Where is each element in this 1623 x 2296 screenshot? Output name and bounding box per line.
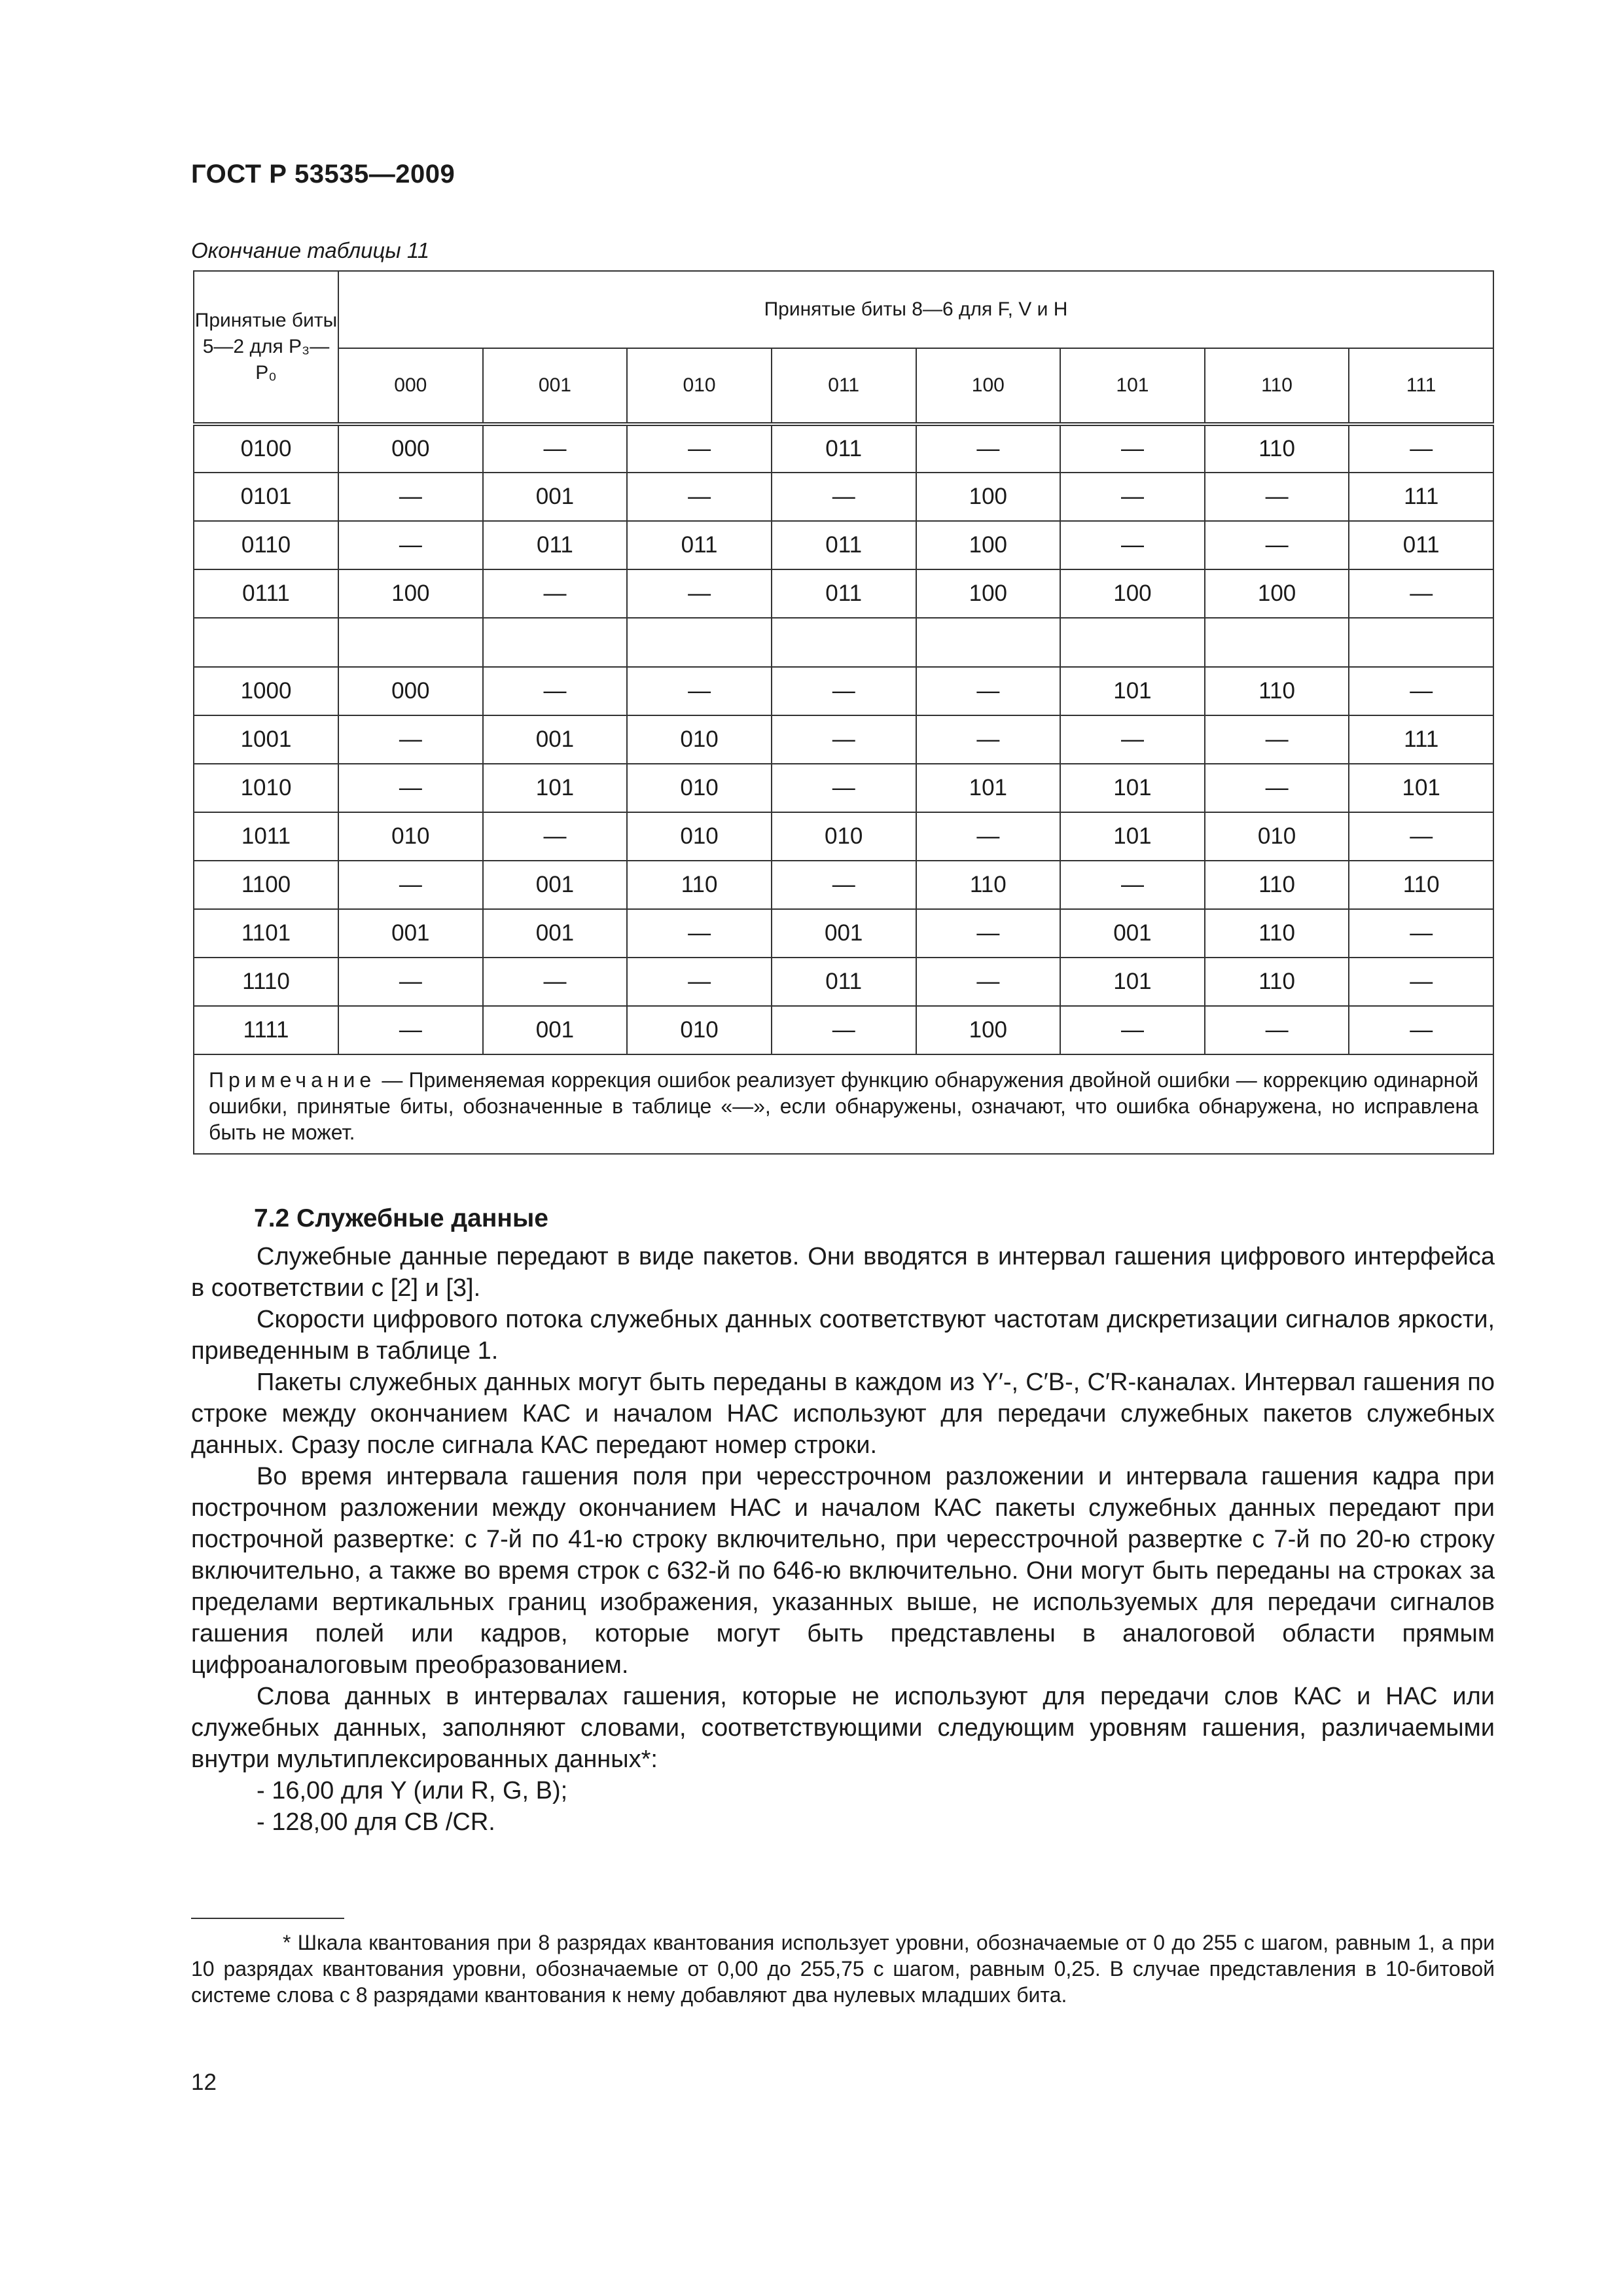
row-header-cell: Принятые биты 5—2 для P₃—P₀	[194, 271, 338, 424]
note-text: — Применяемая коррекция ошибок реализует функцию обнаружения двойной ошибки — коррекцию одинарной ошибки, принятые биты, обозначенные в таблице «—», если обнаружены, означают, что ошибка обнаружена, но исправлена быть не может.	[209, 1068, 1478, 1144]
row-label-cell: 0100	[194, 424, 338, 473]
table-cell: —	[338, 473, 483, 521]
table-cell: —	[483, 667, 628, 715]
footnote	[191, 1929, 1495, 2008]
column-header: 110	[1205, 348, 1349, 424]
table-cell: —	[627, 667, 772, 715]
table-cell: 011	[1349, 521, 1493, 569]
table-cell: —	[772, 861, 916, 909]
table-cell: —	[1349, 424, 1493, 473]
table-row	[194, 424, 1493, 473]
column-header: 101	[1060, 348, 1205, 424]
table-cell: 101	[1060, 764, 1205, 812]
table-cell: —	[627, 473, 772, 521]
table-row	[194, 812, 1493, 861]
table-cell: 110	[916, 861, 1061, 909]
table-cell: 101	[1060, 667, 1205, 715]
table-cell: —	[627, 909, 772, 958]
table-row	[194, 569, 1493, 618]
table-cell: —	[772, 764, 916, 812]
table-cell: —	[916, 715, 1061, 764]
table-cell: 011	[772, 424, 916, 473]
table-cell: 001	[483, 1006, 628, 1054]
table-cell: 110	[1205, 958, 1349, 1006]
table-cell: —	[1060, 521, 1205, 569]
column-header: 000	[338, 348, 483, 424]
row-label-cell: 1000	[194, 667, 338, 715]
table-cell: —	[1349, 569, 1493, 618]
paragraph: Во время интервала гашения поля при чересстрочном разложении и интервала гашения кадра при построчном разложении между окончанием НАС и началом КАС пакеты служебных данных передают при построчной развертке: с 7-й по 41-ю строку включительно, при чересстрочной развертке с 7-й по 20-ю строку включительно, а также во время строк с 632-й по 646-ю включительно. Они могут быть переданы на строках за пределами вертикальных границ изображения, указанных выше, не используемых для передачи сигналов гашения полей или кадров, которые могут быть представлены в аналоговой области прямым цифроаналоговым преобразованием.	[191, 1463, 1495, 1679]
row-label-cell: 1100	[194, 861, 338, 909]
table-cell: 110	[1205, 909, 1349, 958]
table-cell: 001	[338, 909, 483, 958]
paragraph: Пакеты служебных данных могут быть переданы в каждом из Y′-, C′B-, C′R-каналах. Интервал гашения по строке между окончанием КАС и началом НАС используют для передачи служебных пакетов служебных данных. Сразу после сигнала КАС передают номер строки.	[191, 1369, 1495, 1459]
table-cell: 000	[338, 424, 483, 473]
paragraph: Слова данных в интервалах гашения, которые не используют для передачи слов КАС и НАС или служебных данных, заполняют словами, соответствующими следующим уровням гашения, различаемыми внутри мультиплексированных данных*:	[191, 1683, 1495, 1773]
table-cell: —	[627, 958, 772, 1006]
table-cell	[483, 618, 628, 667]
table-cell: —	[1060, 861, 1205, 909]
table-row	[194, 667, 1493, 715]
table-cell: 011	[772, 958, 916, 1006]
table-cell	[338, 618, 483, 667]
table-cell: 110	[1349, 861, 1493, 909]
table-cell: 100	[1060, 569, 1205, 618]
column-group-header: Принятые биты 8—6 для F, V и H	[338, 271, 1493, 348]
table-cell	[627, 618, 772, 667]
table-cell: 100	[338, 569, 483, 618]
table-row	[194, 958, 1493, 1006]
table-cell: —	[916, 812, 1061, 861]
table-cell: —	[1205, 521, 1349, 569]
footnote-text: * Шкала квантования при 8 разрядах квантования использует уровни, обозначаемые от 0 до 255 с шагом, равным 1, а при 10 разрядах квантования уровни, обозначаемые от 0,00 до 255,75 с шагом, равным 0,25. В случае представления в 10-битовой системе слова с 8 разрядами квантования к нему добавляют два нулевых младших бита.	[191, 1931, 1495, 2007]
table-row	[194, 715, 1493, 764]
table-cell: 100	[916, 521, 1061, 569]
table-cell: 010	[627, 1006, 772, 1054]
row-label-cell: 1110	[194, 958, 338, 1006]
table-cell: 010	[772, 812, 916, 861]
table-cell: 100	[916, 473, 1061, 521]
table-cell: —	[338, 958, 483, 1006]
table-cell: —	[1060, 473, 1205, 521]
table-cell: —	[1349, 958, 1493, 1006]
table-cell: 001	[483, 473, 628, 521]
table-cell: 100	[916, 569, 1061, 618]
row-label-cell: 1011	[194, 812, 338, 861]
table-cell: —	[483, 569, 628, 618]
row-label-cell: 0111	[194, 569, 338, 618]
table-cell	[1205, 618, 1349, 667]
paragraph: Скорости цифрового потока служебных данных соответствуют частотам дискретизации сигналов яркости, приведенным в таблице 1.	[191, 1306, 1495, 1365]
table-cell: 111	[1349, 715, 1493, 764]
table-cell: 101	[483, 764, 628, 812]
table-cell: 100	[916, 1006, 1061, 1054]
table-row	[194, 1006, 1493, 1054]
table-cell	[1349, 618, 1493, 667]
table-cell: 011	[772, 569, 916, 618]
row-label-cell: 1001	[194, 715, 338, 764]
table-cell: 001	[483, 909, 628, 958]
row-label-cell: 1111	[194, 1006, 338, 1054]
table-cell: —	[1205, 473, 1349, 521]
table-cell: 101	[1349, 764, 1493, 812]
section-body	[191, 1241, 1495, 1838]
table-cell: 110	[627, 861, 772, 909]
table-cell: 001	[483, 861, 628, 909]
table-cell	[916, 618, 1061, 667]
row-label-cell: 1101	[194, 909, 338, 958]
table-cell: 101	[1060, 812, 1205, 861]
footnote-divider	[191, 1918, 344, 1919]
page-number: 12	[191, 2070, 217, 2095]
table-cell: —	[772, 473, 916, 521]
table-cell: —	[627, 424, 772, 473]
table-cell: —	[1205, 1006, 1349, 1054]
table-cell: —	[338, 861, 483, 909]
table-cell: 001	[1060, 909, 1205, 958]
table-11	[193, 270, 1494, 1155]
table-cell: 010	[627, 812, 772, 861]
table-cell: —	[1349, 909, 1493, 958]
table-cell	[1060, 618, 1205, 667]
table-row	[194, 618, 1493, 667]
row-label-cell: 0110	[194, 521, 338, 569]
table-row	[194, 909, 1493, 958]
table-cell: —	[916, 909, 1061, 958]
table-cell: —	[483, 424, 628, 473]
standard-id: ГОСТ Р 53535—2009	[191, 160, 455, 188]
table-cell: —	[627, 569, 772, 618]
row-label-cell: 0101	[194, 473, 338, 521]
table-cell: 101	[1060, 958, 1205, 1006]
column-header: 001	[483, 348, 628, 424]
table-cell: —	[338, 1006, 483, 1054]
table-cell: 100	[1205, 569, 1349, 618]
list-item: - 128,00 для CB /CR.	[257, 1808, 495, 1836]
table-cell: —	[772, 667, 916, 715]
table-cell: 001	[772, 909, 916, 958]
column-header: 111	[1349, 348, 1493, 424]
table-cell: —	[916, 424, 1061, 473]
column-header: 010	[627, 348, 772, 424]
table-cell: 000	[338, 667, 483, 715]
table-cell: —	[483, 958, 628, 1006]
table-cell: —	[338, 764, 483, 812]
table-cell: —	[772, 715, 916, 764]
table-cell: —	[1349, 1006, 1493, 1054]
table-note	[194, 1054, 1493, 1154]
table-cell: —	[338, 715, 483, 764]
table-cell: —	[1060, 715, 1205, 764]
table-cell: —	[1060, 1006, 1205, 1054]
section-title: 7.2 Служебные данные	[254, 1204, 548, 1232]
table-cell: —	[483, 812, 628, 861]
table-cell: 101	[916, 764, 1061, 812]
table-cell: 111	[1349, 473, 1493, 521]
row-label-cell	[194, 618, 338, 667]
column-header: 100	[916, 348, 1061, 424]
table-row	[194, 473, 1493, 521]
table-cell: —	[1060, 424, 1205, 473]
table-cell: —	[1205, 764, 1349, 812]
table-cell: 011	[483, 521, 628, 569]
column-header: 011	[772, 348, 916, 424]
table-cell: 010	[627, 715, 772, 764]
table-cell: —	[916, 958, 1061, 1006]
table-cell: 110	[1205, 861, 1349, 909]
table-row	[194, 764, 1493, 812]
table-row	[194, 521, 1493, 569]
note-label: Примечание	[209, 1068, 376, 1092]
paragraph: Служебные данные передают в виде пакетов. Они вводятся в интервал гашения цифрового интерфейса в соответствии с [2] и [3].	[191, 1243, 1495, 1302]
table-cell: 011	[772, 521, 916, 569]
list-item: - 16,00 для Y (или R, G, B);	[257, 1777, 568, 1804]
table-cell: —	[1349, 667, 1493, 715]
table-cell: 001	[483, 715, 628, 764]
table-cell: —	[1205, 715, 1349, 764]
table-cell: 010	[338, 812, 483, 861]
table-cell	[772, 618, 916, 667]
table-cell: 010	[627, 764, 772, 812]
table-cell: —	[1349, 812, 1493, 861]
table-continuation-label: Окончание таблицы 11	[191, 238, 430, 262]
table-cell: 110	[1205, 667, 1349, 715]
table-cell: 011	[627, 521, 772, 569]
row-label-cell: 1010	[194, 764, 338, 812]
table-cell: —	[916, 667, 1061, 715]
table-cell: 110	[1205, 424, 1349, 473]
table-row	[194, 861, 1493, 909]
table-cell: —	[772, 1006, 916, 1054]
table-cell: —	[338, 521, 483, 569]
table-cell: 010	[1205, 812, 1349, 861]
